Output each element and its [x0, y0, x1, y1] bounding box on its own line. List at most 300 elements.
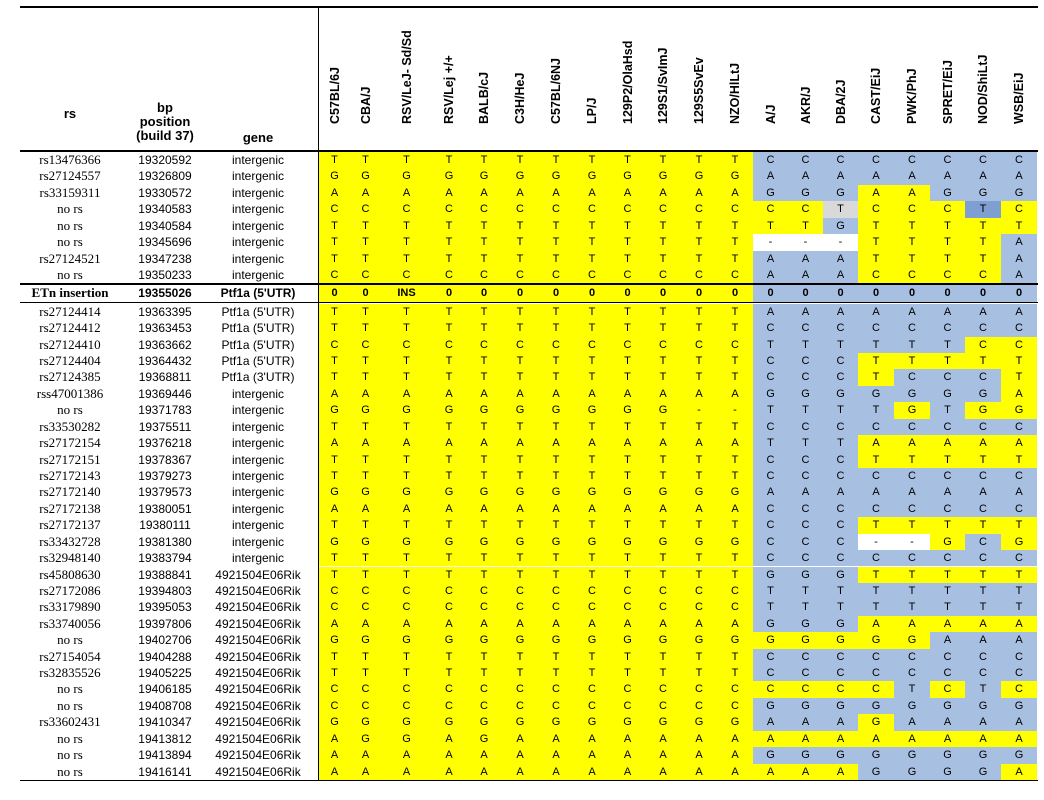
genotype-cell: A — [753, 251, 788, 267]
genotype-cell: G — [574, 484, 610, 500]
genotype-cell: T — [858, 337, 894, 353]
genotype-cell: A — [381, 501, 432, 517]
genotype-cell: A — [350, 185, 381, 201]
genotype-cell: A — [645, 764, 681, 780]
genotype-cell: G — [717, 168, 753, 184]
bp-position: 19340584 — [138, 218, 192, 233]
genotype-cell: A — [610, 731, 645, 747]
genotype-cell: T — [894, 218, 930, 234]
genotype-cell: A — [610, 616, 645, 632]
genotype-cell: G — [319, 714, 350, 730]
genotype-cell: C — [466, 681, 502, 697]
genotype-cell: T — [502, 649, 538, 665]
genotype-cell: C — [788, 152, 823, 168]
genotype-cell: G — [381, 484, 432, 500]
genotype-cell: T — [610, 419, 645, 435]
genotype-cell: G — [681, 168, 717, 184]
genotype-cell: 0 — [432, 285, 466, 301]
genotype-cell: T — [574, 304, 610, 320]
rs-id: rs27124404 — [39, 353, 101, 369]
genotype-cell: T — [645, 649, 681, 665]
genotype-cell: A — [930, 632, 965, 648]
genotype-cell: C — [965, 267, 1001, 283]
genotype-cell: A — [858, 168, 894, 184]
genotype-cell: C — [788, 681, 823, 697]
genotype-cell: A — [466, 185, 502, 201]
genotype-cell: A — [788, 731, 823, 747]
gene-name: intergenic — [231, 436, 285, 451]
rs-id: rs33740056 — [39, 615, 101, 631]
genotype-cell: T — [930, 452, 965, 468]
genotype-cell: C — [823, 517, 858, 533]
genotype-cell: T — [350, 152, 381, 168]
genotype-cell: T — [858, 452, 894, 468]
bp-position: 19410347 — [138, 715, 192, 730]
genotype-cell: T — [574, 251, 610, 267]
rs-id: no rs — [57, 730, 83, 746]
genotype-cell: G — [753, 567, 788, 583]
genotype-cell: T — [753, 599, 788, 615]
strain-header — [432, 14, 466, 138]
genotype-cell: T — [645, 567, 681, 583]
bp-position: 19413812 — [138, 731, 192, 746]
genotype-cell: A — [645, 616, 681, 632]
genotype-cell: A — [502, 764, 538, 780]
genotype-cell: T — [432, 353, 466, 369]
genotype-cell: C — [930, 665, 965, 681]
genotype-cell: C — [858, 267, 894, 283]
genotype-cell: T — [466, 468, 502, 484]
genotype-cell: 0 — [823, 285, 858, 301]
genotype-cell: C — [894, 369, 930, 385]
genotype-cell: G — [319, 534, 350, 550]
genotype-cell: T — [538, 649, 574, 665]
bp-position: 19368811 — [138, 370, 192, 385]
strain-header — [894, 14, 930, 138]
genotype-cell: T — [502, 304, 538, 320]
genotype-cell: C — [788, 517, 823, 533]
strain-name: WSB/EiJ — [1012, 72, 1026, 124]
genotype-cell: T — [319, 353, 350, 369]
genotype-cell: T — [894, 452, 930, 468]
genotype-cell: A — [350, 386, 381, 402]
genotype-cell: G — [894, 698, 930, 714]
genotype-cell: C — [823, 152, 858, 168]
gene-name: intergenic — [231, 403, 285, 418]
genotype-cell: C — [645, 583, 681, 599]
genotype-cell: G — [858, 764, 894, 780]
genotype-cell: C — [788, 534, 823, 550]
genotype-cell: C — [681, 681, 717, 697]
gene-name: intergenic — [231, 551, 285, 566]
genotype-cell: T — [350, 468, 381, 484]
strain-name: CAST/EiJ — [869, 67, 883, 124]
genotype-cell: C — [574, 599, 610, 615]
genotype-cell: T — [681, 649, 717, 665]
genotype-cell: A — [466, 747, 502, 763]
genotype-cell: G — [717, 714, 753, 730]
genotype-cell: C — [610, 698, 645, 714]
genotype-cell: C — [717, 583, 753, 599]
genotype-cell: - — [681, 402, 717, 418]
genotype-cell: T — [610, 517, 645, 533]
genotype-cell: T — [381, 665, 432, 681]
rs-id: no rs — [57, 234, 83, 250]
genotype-cell: T — [381, 234, 432, 250]
genotype-cell: C — [350, 681, 381, 697]
genotype-cell: T — [1001, 599, 1037, 615]
gene-name: intergenic — [231, 218, 285, 233]
genotype-cell: C — [717, 599, 753, 615]
genotype-cell: C — [753, 550, 788, 566]
genotype-cell: T — [319, 251, 350, 267]
genotype-cell: G — [466, 402, 502, 418]
genotype-cell: 0 — [538, 285, 574, 301]
genotype-cell: T — [466, 567, 502, 583]
genotype-cell: A — [381, 747, 432, 763]
genotype-cell: G — [894, 386, 930, 402]
gene-name: intergenic — [231, 452, 285, 467]
gene-name: intergenic — [231, 235, 285, 250]
bp-position: 19378367 — [138, 452, 192, 467]
genotype-cell: T — [930, 234, 965, 250]
genotype-cell: A — [965, 616, 1001, 632]
genotype-cell: T — [432, 517, 466, 533]
gene-name: 4921504E06Rik — [215, 649, 301, 664]
genotype-cell: T — [610, 665, 645, 681]
strain-name: DBA/2J — [833, 79, 848, 124]
genotype-cell: T — [319, 665, 350, 681]
rs-id: rs27172086 — [39, 582, 101, 598]
genotype-cell: T — [717, 517, 753, 533]
genotype-cell: C — [823, 320, 858, 336]
bp-position: 19405225 — [138, 666, 192, 681]
genotype-cell: - — [788, 234, 823, 250]
strain-header — [350, 14, 381, 138]
genotype-cell: G — [930, 185, 965, 201]
genotype-cell: A — [502, 501, 538, 517]
genotype-cell: 0 — [717, 285, 753, 301]
genotype-cell: A — [823, 267, 858, 283]
genotype-cell: T — [350, 251, 381, 267]
bp-position: 19350233 — [138, 267, 192, 282]
genotype-cell: A — [574, 435, 610, 451]
genotype-cell: C — [610, 337, 645, 353]
genotype-cell: T — [1001, 353, 1037, 369]
genotype-cell: T — [319, 567, 350, 583]
genotype-cell: C — [858, 320, 894, 336]
genotype-cell: T — [381, 369, 432, 385]
genotype-cell: T — [502, 468, 538, 484]
genotype-cell: G — [681, 714, 717, 730]
genotype-cell: C — [381, 698, 432, 714]
genotype-cell: A — [965, 484, 1001, 500]
genotype-cell: A — [753, 484, 788, 500]
genotype-cell: C — [538, 698, 574, 714]
genotype-cell: T — [319, 452, 350, 468]
bp-position: 19340583 — [138, 202, 192, 217]
genotype-cell: C — [788, 201, 823, 217]
genotype-cell: T — [502, 550, 538, 566]
genotype-cell: A — [432, 435, 466, 451]
genotype-cell: T — [930, 402, 965, 418]
genotype-cell: G — [717, 534, 753, 550]
genotype-cell: A — [965, 168, 1001, 184]
genotype-cell: T — [319, 152, 350, 168]
bp-position: 19326809 — [138, 169, 192, 184]
genotype-cell: C — [823, 501, 858, 517]
genotype-cell: C — [381, 267, 432, 283]
genotype-cell: C — [753, 152, 788, 168]
genotype-cell: T — [1001, 452, 1037, 468]
genotype-cell: G — [381, 168, 432, 184]
genotype-cell: T — [319, 517, 350, 533]
bp-position: 19388841 — [138, 567, 192, 582]
genotype-cell: G — [823, 747, 858, 763]
genotype-cell: A — [717, 764, 753, 780]
genotype-cell: G — [753, 386, 788, 402]
genotype-cell: T — [381, 468, 432, 484]
genotype-cell: A — [645, 435, 681, 451]
genotype-cell: A — [381, 764, 432, 780]
genotype-cell: T — [432, 567, 466, 583]
genotype-cell: A — [965, 714, 1001, 730]
genotype-cell: T — [466, 649, 502, 665]
genotype-cell: C — [894, 665, 930, 681]
bp-position: 19379273 — [138, 468, 192, 483]
genotype-cell: T — [350, 304, 381, 320]
genotype-cell: T — [319, 304, 350, 320]
bp-position: 19369446 — [138, 386, 192, 401]
genotype-cell: T — [681, 152, 717, 168]
genotype-cell: T — [788, 402, 823, 418]
genotype-cell: G — [788, 747, 823, 763]
genotype-cell: T — [538, 251, 574, 267]
genotype-cell: G — [350, 632, 381, 648]
genotype-cell: T — [502, 517, 538, 533]
genotype-cell: 0 — [930, 285, 965, 301]
rs-id: rs27124414 — [39, 303, 101, 319]
genotype-cell: A — [858, 304, 894, 320]
genotype-cell: T — [502, 353, 538, 369]
genotype-cell: A — [930, 731, 965, 747]
gene-name: 4921504E06Rik — [215, 600, 301, 615]
genotype-cell: G — [717, 484, 753, 500]
strain-header — [858, 14, 894, 138]
strain-name: C3H/HeJ — [513, 72, 527, 124]
genotype-cell: G — [788, 386, 823, 402]
genotype-cell: C — [350, 201, 381, 217]
genotype-cell: A — [894, 168, 930, 184]
genotype-cell: T — [645, 251, 681, 267]
genotype-cell: C — [432, 599, 466, 615]
genotype-cell: T — [574, 649, 610, 665]
genotype-cell: T — [681, 218, 717, 234]
genotype-cell: T — [466, 320, 502, 336]
genotype-cell: C — [681, 698, 717, 714]
genotype-cell: C — [823, 665, 858, 681]
genotype-cell: G — [502, 534, 538, 550]
genotype-cell: C — [381, 337, 432, 353]
genotype-cell: T — [381, 251, 432, 267]
genotype-cell: T — [610, 320, 645, 336]
genotype-cell: C — [574, 337, 610, 353]
genotype-cell: C — [858, 649, 894, 665]
genotype-cell: T — [681, 468, 717, 484]
genotype-cell: A — [823, 251, 858, 267]
top-rule — [20, 6, 1038, 8]
rs-id: rs32948140 — [39, 550, 101, 566]
genotype-cell: C — [894, 649, 930, 665]
genotype-cell: G — [502, 168, 538, 184]
genotype-cell: T — [538, 353, 574, 369]
genotype-cell: C — [350, 698, 381, 714]
genotype-cell: T — [319, 320, 350, 336]
rs-id: rs45808630 — [39, 566, 101, 582]
genotype-cell: A — [788, 251, 823, 267]
genotype-cell: A — [645, 731, 681, 747]
genotype-cell: A — [381, 616, 432, 632]
gene-name: intergenic — [231, 501, 285, 516]
genotype-cell: T — [350, 517, 381, 533]
genotype-cell: T — [574, 452, 610, 468]
genotype-cell: T — [965, 567, 1001, 583]
genotype-cell: G — [930, 747, 965, 763]
genotype-cell: G — [930, 764, 965, 780]
strain-header — [466, 14, 502, 138]
genotype-cell: C — [350, 599, 381, 615]
genotype-cell: T — [717, 665, 753, 681]
gene-name: 4921504E06Rik — [215, 698, 301, 713]
genotype-cell: A — [350, 501, 381, 517]
genotype-cell: C — [965, 649, 1001, 665]
genotype-cell: T — [681, 517, 717, 533]
genotype-cell: A — [466, 435, 502, 451]
gene-name: 4921504E06Rik — [215, 583, 301, 598]
genotype-cell: C — [502, 681, 538, 697]
genotype-cell: A — [610, 747, 645, 763]
genotype-cell: C — [858, 468, 894, 484]
rs-id: rs27172137 — [39, 517, 101, 533]
genotype-cell: A — [381, 435, 432, 451]
genotype-cell: C — [574, 201, 610, 217]
genotype-cell: C — [432, 681, 466, 697]
genotype-cell: C — [645, 698, 681, 714]
genotype-cell: G — [574, 632, 610, 648]
genotype-cell: A — [894, 616, 930, 632]
genotype-cell: A — [1001, 714, 1037, 730]
genotype-cell: C — [894, 320, 930, 336]
genotype-cell: G — [574, 402, 610, 418]
genotype-cell: T — [432, 304, 466, 320]
bp-position: 19371783 — [138, 403, 192, 418]
genotype-cell: T — [432, 452, 466, 468]
genotype-cell: T — [466, 152, 502, 168]
insertion-top-rule — [20, 283, 1038, 285]
bp-position: 19363395 — [138, 304, 192, 319]
genotype-cell: C — [965, 501, 1001, 517]
genotype-cell: G — [965, 185, 1001, 201]
genotype-cell: A — [502, 747, 538, 763]
genotype-cell: T — [538, 152, 574, 168]
bp-position: 19404288 — [138, 649, 192, 664]
bp-position: 19330572 — [138, 185, 192, 200]
genotype-cell: A — [574, 386, 610, 402]
genotype-cell: C — [858, 550, 894, 566]
gene-name: intergenic — [231, 169, 285, 184]
rs-id: no rs — [57, 266, 83, 282]
genotype-cell: A — [466, 764, 502, 780]
genotype-cell: C — [753, 468, 788, 484]
genotype-cell: C — [823, 550, 858, 566]
genotype-cell: C — [574, 583, 610, 599]
genotype-cell: A — [894, 304, 930, 320]
genotype-cell: C — [753, 353, 788, 369]
genotype-cell: G — [432, 534, 466, 550]
genotype-cell: T — [432, 152, 466, 168]
rs-id: rs33602431 — [39, 714, 101, 730]
genotype-cell: C — [717, 337, 753, 353]
genotype-cell: C — [717, 681, 753, 697]
genotype-cell: G — [645, 484, 681, 500]
strain-name: CBA/J — [358, 86, 373, 124]
genotype-cell: C — [432, 698, 466, 714]
genotype-cell: T — [574, 152, 610, 168]
rs-id: rs27124385 — [39, 369, 101, 385]
gene-name: Ptf1a (5'UTR) — [221, 304, 295, 319]
genotype-cell: 0 — [350, 285, 381, 301]
genotype-cell: A — [502, 616, 538, 632]
genotype-cell: G — [753, 747, 788, 763]
genotype-cell: C — [788, 419, 823, 435]
genotype-cell: C — [574, 698, 610, 714]
genotype-cell: C — [823, 419, 858, 435]
genotype-cell: T — [574, 665, 610, 681]
genotype-cell: G — [319, 484, 350, 500]
genotype-cell: T — [574, 320, 610, 336]
genotype-cell: G — [930, 534, 965, 550]
genotype-cell: A — [823, 304, 858, 320]
genotype-cell: A — [574, 616, 610, 632]
genotype-cell: - — [823, 234, 858, 250]
genotype-cell: A — [466, 616, 502, 632]
genotype-cell: T — [823, 599, 858, 615]
genotype-cell: T — [432, 251, 466, 267]
genotype-cell: T — [645, 550, 681, 566]
genotype-cell: G — [538, 632, 574, 648]
genotype-cell: T — [717, 468, 753, 484]
genotype-cell: T — [717, 567, 753, 583]
genotype-cell: T — [788, 337, 823, 353]
genotype-cell: 0 — [574, 285, 610, 301]
genotype-cell: C — [350, 337, 381, 353]
genotype-cell: G — [350, 484, 381, 500]
genotype-cell: T — [858, 517, 894, 533]
genotype-cell: C — [1001, 665, 1037, 681]
genotype-cell: T — [319, 419, 350, 435]
genotype-cell: C — [466, 201, 502, 217]
genotype-cell: C — [965, 152, 1001, 168]
bp-position: 19394803 — [138, 583, 192, 598]
genotype-cell: A — [894, 185, 930, 201]
genotype-cell: T — [858, 402, 894, 418]
genotype-cell: T — [1001, 517, 1037, 533]
genotype-cell: - — [717, 402, 753, 418]
genotype-cell: C — [823, 649, 858, 665]
genotype-cell: T — [538, 320, 574, 336]
genotype-cell: T — [502, 234, 538, 250]
genotype-cell: C — [381, 599, 432, 615]
